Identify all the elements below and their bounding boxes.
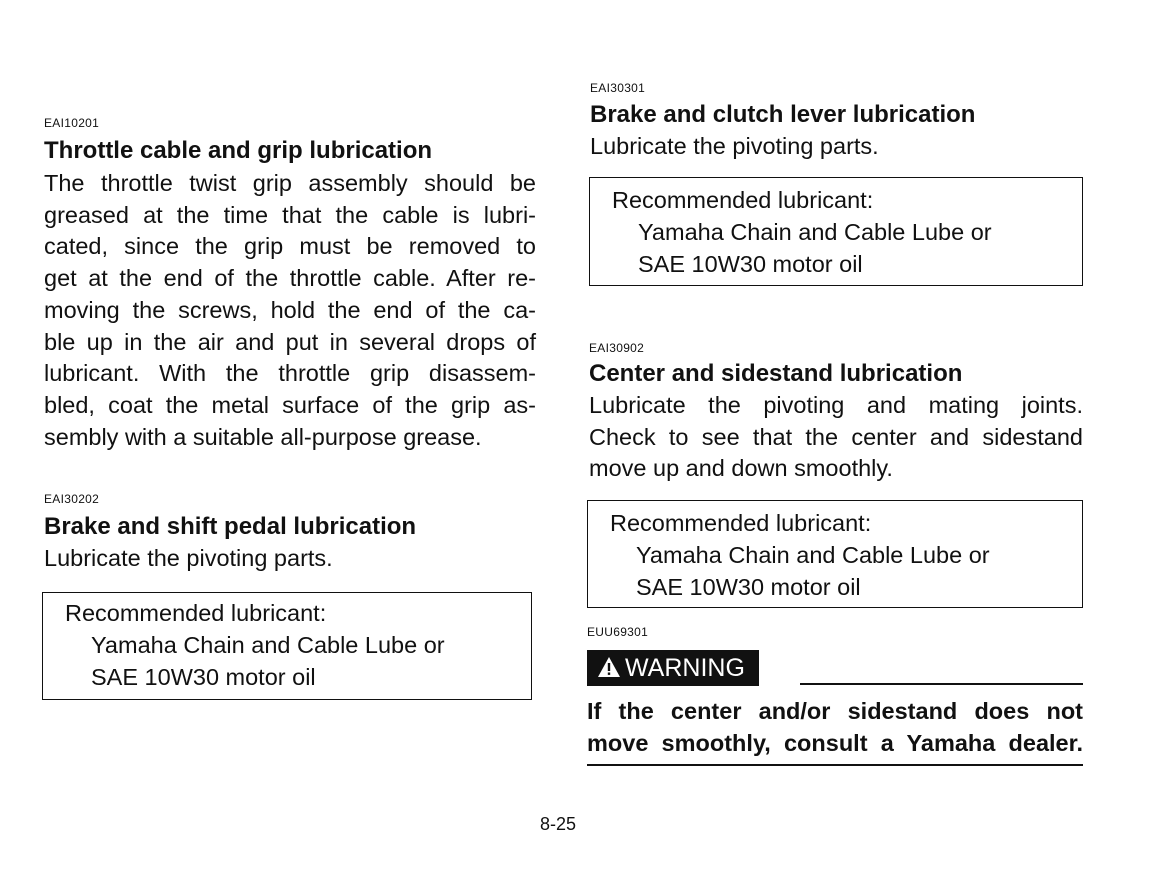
lubricant-item: SAE 10W30 motor oil	[91, 664, 316, 690]
warning-triangle-icon	[597, 656, 621, 678]
page-number: 8-25	[540, 814, 577, 834]
body-line: moving the screws, hold the end of the ca-	[44, 296, 536, 323]
body-line: move up and down smoothly.	[589, 455, 893, 482]
section-heading: Brake and shift pedal lubrication	[44, 513, 417, 540]
section-code: EAI10201	[44, 116, 100, 130]
section-heading: Center and sidestand lubrication	[589, 360, 963, 387]
section-code: EAI30902	[589, 341, 645, 355]
lubricant-box-title: Recommended lubricant:	[612, 187, 874, 213]
lubricant-box-title: Recommended lubricant:	[65, 600, 327, 626]
body-line: greased at the time that the cable is lubri-	[44, 201, 536, 228]
body-line: Lubricate the pivoting and mating joints.	[589, 392, 1083, 418]
body-line: get at the end of the throttle cable. After re-	[44, 265, 536, 292]
section-code: EAI30202	[44, 492, 100, 506]
warning-line: If the center and/or sidestand does not	[587, 698, 1083, 724]
body-line: The throttle twist grip assembly should be	[44, 170, 536, 196]
body-line: cated, since the grip must be removed to	[44, 233, 536, 260]
body-line: lubricant. With the throttle grip disassem-	[44, 360, 536, 387]
warning-text	[587, 696, 1083, 759]
warning-line: move smoothly, consult a Yamaha dealer.	[587, 729, 1083, 756]
lubricant-item: Yamaha Chain and Cable Lube or	[91, 632, 445, 658]
lubricant-box	[42, 592, 532, 700]
warning-badge	[587, 650, 759, 686]
section-code: EAI30301	[590, 81, 646, 95]
lubricant-item: Yamaha Chain and Cable Lube or	[636, 542, 990, 568]
lubricant-box-title: Recommended lubricant:	[610, 510, 872, 536]
warning-label: WARNING	[625, 654, 745, 682]
lubricant-item: SAE 10W30 motor oil	[638, 251, 863, 277]
section-code: EUU69301	[587, 625, 649, 639]
lubricant-item: SAE 10W30 motor oil	[636, 574, 861, 600]
warning-rule	[800, 683, 1083, 685]
body-line: sembly with a suitable all-purpose grease.	[44, 423, 482, 450]
section-body	[590, 131, 879, 163]
body-line: Lubricate the pivoting parts.	[44, 545, 333, 571]
warning-bottom-rule	[587, 764, 1083, 766]
section-body	[44, 168, 536, 453]
lubricant-item: Yamaha Chain and Cable Lube or	[638, 219, 992, 245]
body-line: Check to see that the center and sidestand	[589, 423, 1083, 450]
lubricant-box	[589, 177, 1083, 286]
section-body	[589, 390, 1083, 485]
body-line: ble up in the air and put in several drops of	[44, 328, 536, 355]
section-body	[44, 543, 333, 575]
lubricant-box	[587, 500, 1083, 608]
section-heading: Throttle cable and grip lubrication	[44, 137, 433, 164]
section-heading: Brake and clutch lever lubrication	[590, 101, 976, 128]
body-line: bled, coat the metal surface of the grip as-	[44, 391, 536, 418]
body-line: Lubricate the pivoting parts.	[590, 133, 879, 159]
